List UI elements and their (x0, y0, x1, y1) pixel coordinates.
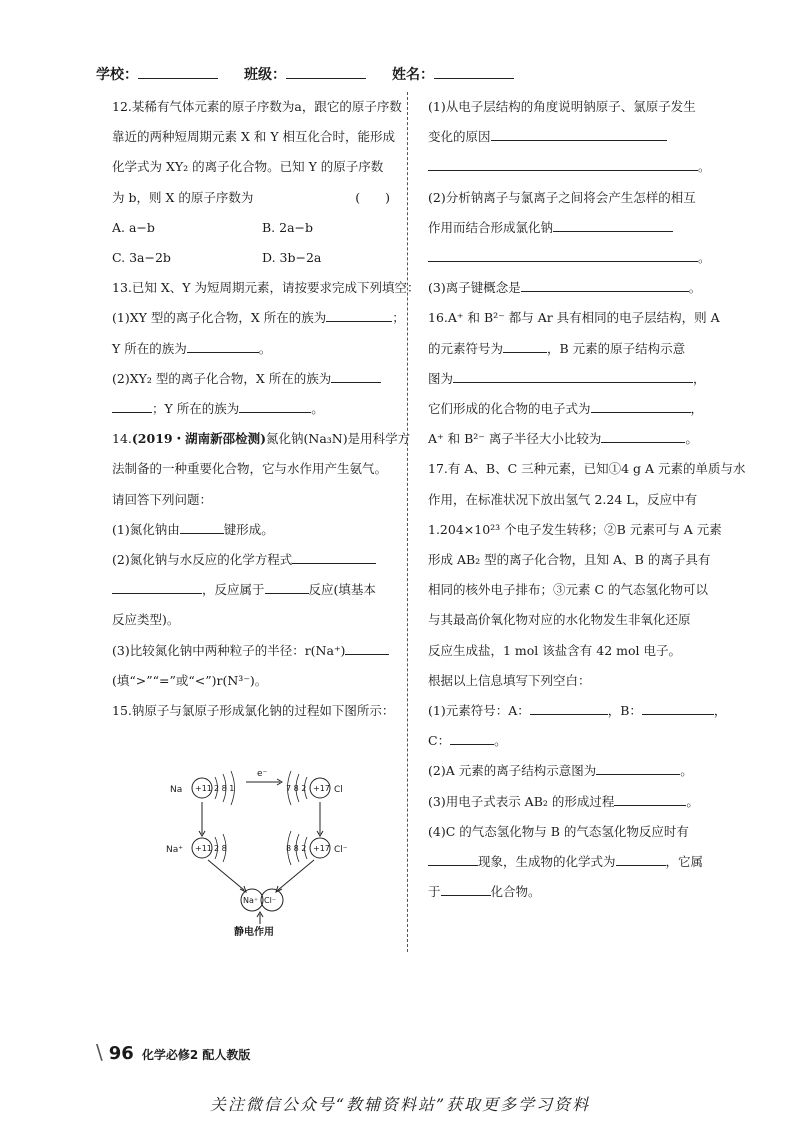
q16-line4-text: 它们形成的化合物的电子式为 (428, 401, 591, 417)
q14-line1 (112, 424, 411, 454)
q13-line2 (112, 303, 405, 333)
answer-blank (642, 700, 714, 715)
q12-line4 (112, 183, 390, 213)
q15-sub2-line3-end: 。 (698, 250, 711, 266)
q17-line12 (428, 787, 710, 817)
answer-blank (265, 579, 309, 594)
q17-line9-mid: ，B： (607, 703, 642, 719)
na-symbol: Na (170, 785, 183, 795)
pair-cl-label: Cl⁻ (264, 896, 277, 905)
q17-line15 (428, 877, 710, 907)
q14-line7: 反应类型)。 (112, 612, 180, 628)
q13-line3 (112, 334, 390, 364)
q13-line2-text: (1)XY 型的离子化合物，X 所在的族为 (112, 310, 327, 326)
answer-blank (441, 881, 491, 896)
answer-blank (428, 851, 478, 866)
q17-line14-end: ，它属 (665, 854, 704, 870)
q13-line5-end: 。 (311, 401, 324, 417)
option-a: A. a−b (112, 219, 155, 235)
q17-line6: 与其最高价氧化物对应的水化物发生非氧化还原 (428, 612, 691, 628)
q17-line11-text: (2)A 元素的离子结构示意图为 (428, 763, 597, 779)
q14-line4 (112, 515, 390, 545)
q16-line3 (428, 364, 710, 394)
answer-blank (112, 579, 202, 594)
q15-sub2-line1: (2)分析钠离子与氯离子之间将会产生怎样的相互 (428, 189, 696, 205)
q14-line8-text: (3)比较氮化钠中两种粒子的半径：r(Na⁺) (112, 642, 346, 658)
answer-blank (180, 519, 224, 534)
answer-blank (187, 338, 259, 353)
q14-line6 (112, 575, 390, 605)
q16-line5-text: A⁺ 和 B²⁻ 离子半径大小比较为 (428, 431, 602, 447)
diagram-caption: 静电作用 (234, 927, 274, 938)
left-column (112, 92, 420, 726)
q13-line5-text: ；Y 所在的族为 (152, 401, 240, 417)
q17-line1: 17.有 A、B、C 三种元素，已知①4 g A 元素的单质与水 (428, 461, 746, 477)
na-shell-electrons: 2 8 1 (214, 784, 235, 793)
q12-line2: 靠近的两种短周期元素 X 和 Y 相互化合时，能形成 (112, 129, 396, 145)
q12-line1: 12.某稀有气体元素的原子序数为a，跟它的原子序数 (112, 99, 402, 114)
q16-line2-end: ，B 元素的原子结构示意 (547, 340, 686, 356)
q16-line3-end: ， (693, 370, 706, 386)
q17-line13: (4)C 的气态氢化物与 B 的气态氢化物反应时有 (428, 823, 689, 839)
q17-line9 (428, 696, 727, 726)
cl-nucleus-charge: +17 (313, 784, 330, 793)
answer-blank (428, 156, 698, 171)
q14-line9: (填“>”“=”或“<”)r(N³⁻)。 (112, 672, 268, 688)
q17-line15-text: 于 (428, 884, 441, 900)
answer-blank (239, 398, 311, 413)
q17-line10-end: 。 (494, 733, 507, 749)
q17-line3: 1.204×10²³ 个电子发生转移；②B 元素可与 A 元素 (428, 521, 722, 537)
q14-number: 14. (112, 431, 132, 447)
nacl-formation-diagram (160, 758, 360, 938)
q15-sub1-line1: (1)从电子层结构的角度说明钠原子、氯原子发生 (428, 99, 696, 114)
q13-line1: 13.已知 X、Y 为短周期元素，请按要求完成下列填空： (112, 280, 420, 296)
answer-paren: ( ) (355, 189, 390, 205)
page-number: 96 (108, 1043, 134, 1064)
name-field (392, 64, 514, 84)
q17-line7: 反应生成盐，1 mol 该盐含有 42 mol 电子。 (428, 642, 681, 658)
q12-line3: 化学式为 XY₂ 的离子化合物。已知 Y 的原子序数 (112, 159, 384, 175)
q13-line5 (112, 394, 390, 424)
name-label: 姓名： (392, 67, 434, 83)
q17-line11-end: 。 (680, 763, 693, 779)
option-d: D. 3b−2a (262, 250, 322, 266)
q14-line6-end: 反应(填基本 (308, 582, 376, 598)
na-ion-shell-electrons: 2 8 (214, 844, 227, 853)
na-ion-arrow (208, 860, 244, 890)
class-blank (286, 64, 366, 79)
q13-line4-text: (2)XY₂ 型的离子化合物，X 所在的族为 (112, 370, 332, 386)
q15-sub1-line2-text: 变化的原因 (428, 129, 491, 145)
q15-sub3-end: 。 (688, 280, 702, 296)
q15-sub1-line2 (428, 122, 710, 152)
q17-line9-end: ， (713, 703, 727, 719)
answer-blank (521, 277, 689, 292)
answer-blank (503, 338, 547, 353)
q14-line4-end: 键形成。 (223, 521, 274, 537)
q12-line4-text: 为 b，则 X 的原子序数为 (112, 189, 254, 205)
answer-blank (331, 368, 381, 383)
q15-sub1-line3-end: 。 (698, 159, 711, 175)
q17-line12-text: (3)用电子式表示 AB₂ 的形成过程 (428, 793, 615, 809)
q17-line14 (428, 847, 710, 877)
q17-line10 (428, 726, 710, 756)
cl-shell-electrons: 7 8 2 (286, 784, 307, 793)
q14-line1-text: 氮化钠(Na₃N)是用科学方 (266, 431, 411, 447)
q15-sub1-line3 (428, 152, 710, 182)
q15-sub2-line3 (428, 243, 710, 273)
answer-blank (450, 730, 494, 745)
q14-line8 (112, 636, 390, 666)
cl-ion-symbol: Cl⁻ (334, 845, 348, 855)
option-b: B. 2a−b (262, 219, 314, 235)
school-label: 学校： (96, 67, 138, 83)
answer-blank (616, 851, 666, 866)
q16-line2-text: 的元素符号为 (428, 340, 504, 356)
q13-line3-text: Y 所在的族为 (112, 340, 187, 356)
q17-line12-end: 。 (686, 793, 699, 809)
q16-line4-end: ， (690, 401, 704, 417)
cl-ion-arrow (278, 860, 314, 890)
q17-line10-text: C： (428, 733, 451, 749)
bottom-note: 关注微信公众号“教辅资料站”获取更多学习资料 (209, 1095, 591, 1114)
cl-ion-shell-electrons: 8 8 2 (286, 844, 307, 853)
q14-source: (2019・湖南新邵检测) (131, 431, 267, 447)
q17-line11 (428, 756, 710, 786)
q14-line3: 请回答下列问题： (112, 491, 213, 507)
q15-sub3 (428, 273, 710, 303)
q16-line2 (428, 334, 710, 364)
column-divider (407, 92, 408, 952)
cl-ion-nucleus-charge: +17 (313, 844, 330, 853)
q16-line5 (428, 424, 710, 454)
q17-line14-text: 现象，生成物的化学式为 (478, 854, 616, 870)
q17-line5: 相同的核外电子排布；③元素 C 的气态氢化物可以 (428, 582, 709, 598)
q12-options-cd (112, 243, 390, 273)
answer-blank (596, 760, 680, 775)
q17-line8: 根据以上信息填写下列空白： (428, 672, 591, 688)
pair-na-label: Na⁺ (243, 896, 259, 905)
q14-line5-text: (2)氮化钠与水反应的化学方程式 (112, 552, 293, 568)
answer-blank (345, 640, 389, 655)
page-footer (96, 1040, 250, 1064)
q15-sub3-text: (3)离子键概念是 (428, 280, 521, 296)
q12-options-ab (112, 213, 390, 243)
q15-line1: 15.钠原子与氯原子形成氯化钠的过程如下图所示： (112, 703, 395, 719)
class-field (244, 64, 366, 84)
q15-sub2-line2 (428, 213, 710, 243)
answer-blank (530, 700, 608, 715)
answer-blank (491, 126, 667, 141)
option-c: C. 3a−2b (112, 250, 171, 266)
school-blank (138, 64, 218, 79)
answer-blank (601, 428, 685, 443)
answer-blank (453, 368, 693, 383)
na-nucleus-charge: +11 (195, 784, 212, 793)
q13-line4 (112, 364, 390, 394)
q16-line5-end: 。 (685, 431, 698, 447)
answer-blank (614, 791, 686, 806)
q13-line3-end: 。 (258, 340, 272, 356)
q14-line2: 法制备的一种重要化合物，它与水作用产生氨气。 (112, 461, 388, 477)
na-ion-symbol: Na⁺ (166, 845, 183, 855)
q14-line6-text: ，反应属于 (202, 582, 265, 598)
answer-blank (292, 549, 376, 564)
answer-blank (553, 217, 673, 232)
right-column (428, 92, 746, 907)
q17-line2: 作用，在标准状况下放出氢气 2.24 L，反应中有 (428, 491, 698, 507)
footer-slash: \ (96, 1040, 103, 1064)
answer-blank (326, 307, 392, 322)
q16-line4 (428, 394, 710, 424)
q16-line1: 16.A⁺ 和 B²⁻ 都与 Ar 具有相同的电子层结构，则 A (428, 310, 720, 326)
q17-line9-text: (1)元素符号：A： (428, 703, 530, 719)
q15-sub2-line2-text: 作用而结合形成氯化钠 (428, 219, 554, 235)
na-ion-nucleus-charge: +11 (195, 844, 212, 853)
cl-symbol: Cl (334, 785, 343, 795)
book-title: 化学必修2 配人教版 (141, 1048, 251, 1062)
electron-label: e⁻ (257, 769, 268, 779)
q17-line15-end: 化合物。 (490, 884, 541, 900)
q13-line2-end: ； (392, 310, 405, 326)
q16-line3-text: 图为 (428, 370, 454, 386)
q17-line4: 形成 AB₂ 型的离子化合物，且知 A、B 的离子具有 (428, 552, 711, 568)
answer-blank (591, 398, 691, 413)
name-blank (434, 64, 514, 79)
answer-blank (428, 247, 698, 262)
class-label: 班级： (244, 67, 286, 83)
school-field (96, 64, 218, 84)
q14-line5 (112, 545, 390, 575)
answer-blank (112, 398, 152, 413)
q14-line4-text: (1)氮化钠由 (112, 521, 180, 537)
